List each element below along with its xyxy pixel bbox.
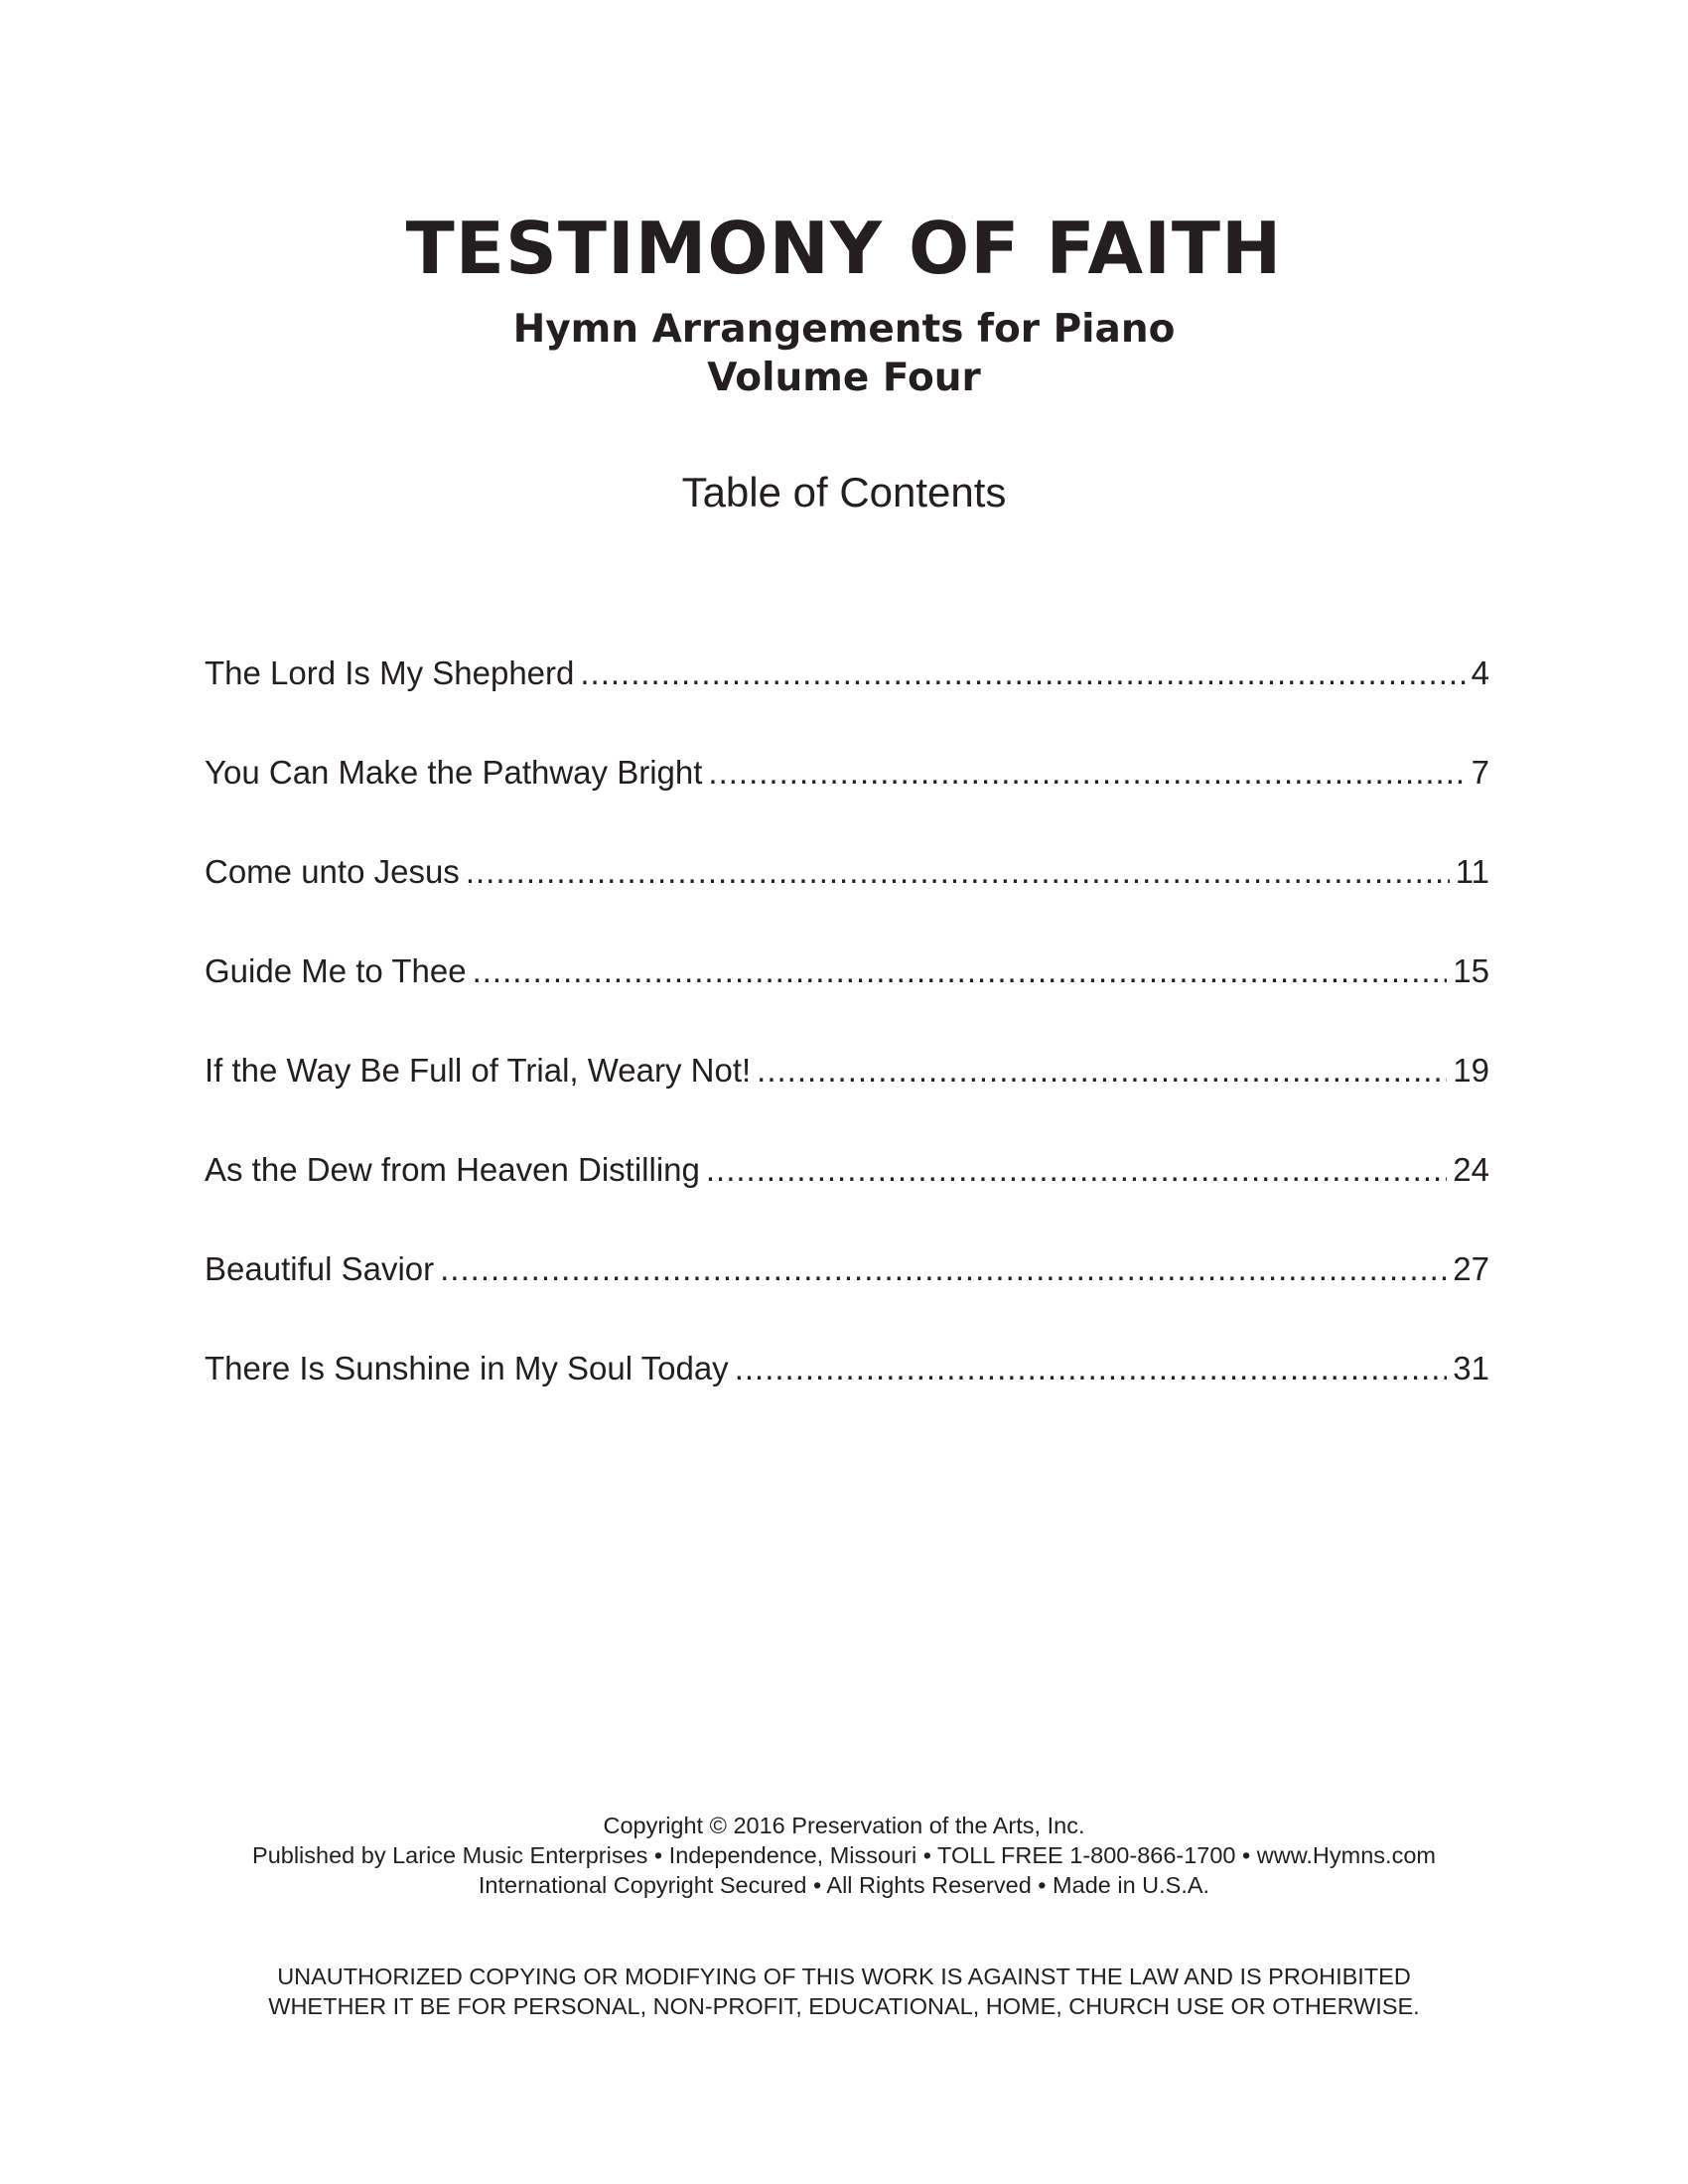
toc-entry-page: 7 [1471,754,1489,791]
toc-entry-page: 19 [1453,1052,1489,1089]
toc-entry [205,944,1489,1043]
document-title: TESTIMONY OF FAITH [405,207,1283,290]
warning-line: WHETHER IT BE FOR PERSONAL, NON-PROFIT, EDUCATIONAL, HOME, CHURCH USE OR OTHERWISE. [268,1993,1420,2019]
rights-line: International Copyright Secured • All Rights Reserved • Made in U.S.A. [478,1872,1210,1898]
toc-heading: Table of Contents [681,469,1007,515]
toc-leader-dots [706,1142,1447,1198]
toc-entry-page: 31 [1453,1350,1489,1386]
toc-entry-page: 4 [1471,655,1489,691]
toc-entry [205,1043,1489,1142]
toc-entry [205,646,1489,745]
toc-leader-dots [757,1043,1447,1098]
toc-entry-page: 27 [1453,1250,1489,1287]
toc-entry [205,1241,1489,1341]
toc-leader-dots [466,844,1450,900]
toc-leader-dots [440,1241,1447,1297]
table-of-contents [205,646,1489,1440]
toc-leader-dots [580,646,1465,701]
copying-warning [0,1962,1688,2021]
toc-entry-page: 15 [1453,952,1489,989]
toc-entry-title: Beautiful Savior [205,1250,435,1287]
copyright-line: Copyright © 2016 Preservation of the Arts, Inc. [603,1813,1085,1838]
toc-leader-dots [735,1341,1448,1396]
toc-entry-title: As the Dew from Heaven Distilling [205,1151,700,1188]
toc-entry-title: You Can Make the Pathway Bright [205,754,703,791]
toc-entry-page: 11 [1455,853,1489,890]
toc-entry-title: If the Way Be Full of Trial, Weary Not! [205,1052,752,1089]
toc-leader-dots [473,944,1448,999]
toc-entry-title: Come unto Jesus [205,853,460,890]
publisher-line: Published by Larice Music Enterprises • Independence, Missouri • TOLL FREE 1-800-866-1700 • www.Hymns.com [252,1842,1436,1868]
toc-entry [205,745,1489,844]
toc-entry-title: The Lord Is My Shepherd [205,655,575,691]
copyright-block [0,1811,1688,1900]
toc-entry [205,1142,1489,1241]
toc-entry-title: There Is Sunshine in My Soul Today [205,1350,729,1386]
volume-label: Volume Four [707,356,981,400]
toc-entry [205,844,1489,944]
warning-line: UNAUTHORIZED COPYING OR MODIFYING OF THIS WORK IS AGAINST THE LAW AND IS PROHIBITED [277,1964,1411,1989]
toc-entry [205,1341,1489,1440]
toc-entry-page: 24 [1453,1151,1489,1188]
toc-entry-title: Guide Me to Thee [205,952,467,989]
document-subtitle: Hymn Arrangements for Piano [512,307,1176,352]
toc-leader-dots [708,745,1465,801]
